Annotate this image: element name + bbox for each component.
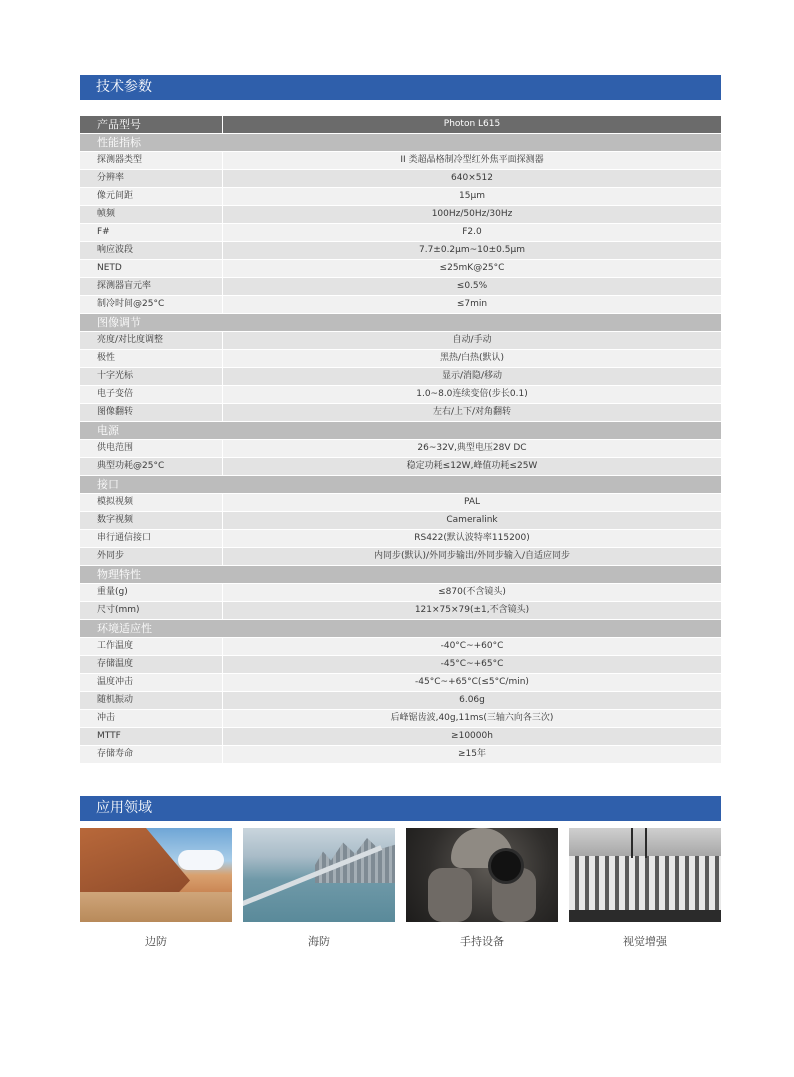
desert-photo xyxy=(80,828,232,922)
spec-label: 存储温度 xyxy=(80,656,223,673)
spec-label: NETD xyxy=(80,260,223,277)
spec-label: 数字视频 xyxy=(80,512,223,529)
spec-value: ≤0.5% xyxy=(456,281,488,291)
table-row xyxy=(80,278,721,296)
thermal-photo xyxy=(569,828,721,922)
spec-label: 制冷时间@25°C xyxy=(80,296,223,313)
rock-shape xyxy=(80,828,190,898)
spec-label: 重量(g) xyxy=(80,584,223,601)
spec-value: 7.7±0.2μm~10±0.5μm xyxy=(418,245,525,255)
table-row xyxy=(80,206,721,224)
spec-value: 自动/手动 xyxy=(452,335,492,345)
table-row xyxy=(80,350,721,368)
spec-label: 响应波段 xyxy=(80,242,223,259)
spec-label: 串行通信接口 xyxy=(80,530,223,547)
category-row xyxy=(80,566,721,584)
spec-label: 分辨率 xyxy=(80,170,223,187)
table-row xyxy=(80,602,721,620)
spec-value: PAL xyxy=(463,497,481,507)
table-row xyxy=(80,692,721,710)
spec-label: F# xyxy=(80,224,223,241)
spec-label: 探测器盲元率 xyxy=(80,278,223,295)
spec-label: 尺寸(mm) xyxy=(80,602,223,619)
category-row xyxy=(80,422,721,440)
handheld-camera-photo xyxy=(406,828,558,922)
spec-label: 极性 xyxy=(80,350,223,367)
spec-label: 亮度/对比度调整 xyxy=(80,332,223,349)
category-row xyxy=(80,620,721,638)
spec-value: 100Hz/50Hz/30Hz xyxy=(431,209,513,219)
application-gallery xyxy=(80,828,721,953)
table-row xyxy=(80,512,721,530)
category-row xyxy=(80,134,721,152)
spec-value: -45°C~+65°C(≤5°C/min) xyxy=(415,677,529,687)
category-title: 电源 xyxy=(97,424,119,437)
table-row xyxy=(80,386,721,404)
spec-value: 稳定功耗≤12W,峰值功耗≤25W xyxy=(406,461,538,471)
spec-value: 左右/上下/对角翻转 xyxy=(432,407,512,417)
table-header-row xyxy=(80,116,721,134)
spec-value: 1.0~8.0连续变倍(步长0.1) xyxy=(416,389,528,399)
table-row xyxy=(80,674,721,692)
spec-value: ≤7min xyxy=(456,299,488,309)
spec-value: Cameralink xyxy=(446,515,498,525)
table-row xyxy=(80,224,721,242)
spec-label: 供电范围 xyxy=(80,440,223,457)
spec-label: 工作温度 xyxy=(80,638,223,655)
spec-table xyxy=(80,116,721,764)
app-caption: 海防 xyxy=(308,935,330,948)
spec-value: -40°C~+60°C xyxy=(440,641,504,651)
ground-shape xyxy=(80,892,232,922)
apps-section-title: 应用领域 xyxy=(80,796,721,821)
spec-value: ≤870(不含镜头) xyxy=(438,587,506,597)
spec-value: II 类超晶格制冷型红外焦平面探测器 xyxy=(400,155,544,165)
category-title: 接口 xyxy=(97,478,119,491)
table-row xyxy=(80,440,721,458)
app-caption: 手持设备 xyxy=(460,935,504,948)
spec-label: 存储寿命 xyxy=(80,746,223,763)
app-caption: 边防 xyxy=(145,935,167,948)
app-tile-coast xyxy=(243,828,395,949)
spec-value: 15μm xyxy=(459,191,485,201)
base-shape xyxy=(569,910,721,922)
table-row xyxy=(80,404,721,422)
table-row xyxy=(80,530,721,548)
specs-section-title: 技术参数 xyxy=(80,75,721,100)
table-row xyxy=(80,188,721,206)
table-row xyxy=(80,332,721,350)
spec-label: 像元间距 xyxy=(80,188,223,205)
table-row xyxy=(80,368,721,386)
table-row xyxy=(80,710,721,728)
spec-label: MTTF xyxy=(80,728,223,745)
category-title: 环境适应性 xyxy=(97,622,152,635)
spec-value: 后峰锯齿波,40g,11ms(三轴六向各三次) xyxy=(390,713,554,723)
spec-value: ≥10000h xyxy=(451,731,493,741)
spec-label: 随机振动 xyxy=(80,692,223,709)
hand-left-shape xyxy=(428,868,472,922)
spec-value: ≤25mK@25°C xyxy=(439,263,505,273)
table-row xyxy=(80,548,721,566)
lens-shape xyxy=(488,848,524,884)
app-tile-border xyxy=(80,828,232,949)
table-row xyxy=(80,638,721,656)
spec-value: 6.06g xyxy=(459,695,485,705)
spec-value: 121×75×79(±1,不含镜头) xyxy=(414,605,530,615)
spec-label: 温度冲击 xyxy=(80,674,223,691)
table-row xyxy=(80,458,721,476)
spec-label: 图像翻转 xyxy=(80,404,223,421)
category-row xyxy=(80,314,721,332)
app-tile-handheld xyxy=(406,828,558,949)
header-value: Photon L615 xyxy=(443,119,501,129)
spec-value: F2.0 xyxy=(462,227,482,237)
table-row xyxy=(80,494,721,512)
table-row xyxy=(80,170,721,188)
table-row xyxy=(80,746,721,764)
spec-label: 十字光标 xyxy=(80,368,223,385)
spec-value: -45°C~+65°C xyxy=(440,659,504,669)
table-row xyxy=(80,152,721,170)
category-title: 性能指标 xyxy=(97,136,141,149)
table-row xyxy=(80,728,721,746)
spec-label: 模拟视频 xyxy=(80,494,223,511)
spec-label: 电子变倍 xyxy=(80,386,223,403)
spec-value: 26~32V,典型电压28V DC xyxy=(417,443,527,453)
app-caption: 视觉增强 xyxy=(623,935,667,948)
building-shape xyxy=(569,856,721,911)
spec-value: 640×512 xyxy=(451,173,493,183)
spec-value: 显示/消隐/移动 xyxy=(441,371,503,381)
tower-shape xyxy=(631,828,647,858)
spec-value: 内同步(默认)/外同步输出/外同步输入/自适应同步 xyxy=(373,551,571,561)
category-title: 物理特性 xyxy=(97,568,141,581)
category-row xyxy=(80,476,721,494)
spec-label: 外同步 xyxy=(80,548,223,565)
spec-label: 冲击 xyxy=(80,710,223,727)
spec-label: 帧频 xyxy=(80,206,223,223)
app-tile-vision xyxy=(569,828,721,949)
header-label: 产品型号 xyxy=(80,116,223,133)
table-row xyxy=(80,296,721,314)
coast-photo xyxy=(243,828,395,922)
table-row xyxy=(80,242,721,260)
spec-value: RS422(默认波特率115200) xyxy=(414,533,530,543)
spec-groups xyxy=(80,134,721,764)
category-title: 图像调节 xyxy=(97,316,141,329)
spec-label: 典型功耗@25°C xyxy=(80,458,223,475)
table-row xyxy=(80,584,721,602)
spec-label: 探测器类型 xyxy=(80,152,223,169)
spec-value: ≥15年 xyxy=(458,749,486,759)
table-row xyxy=(80,656,721,674)
spec-value: 黑热/白热(默认) xyxy=(439,353,505,363)
table-row xyxy=(80,260,721,278)
cloud-shape xyxy=(178,850,224,870)
